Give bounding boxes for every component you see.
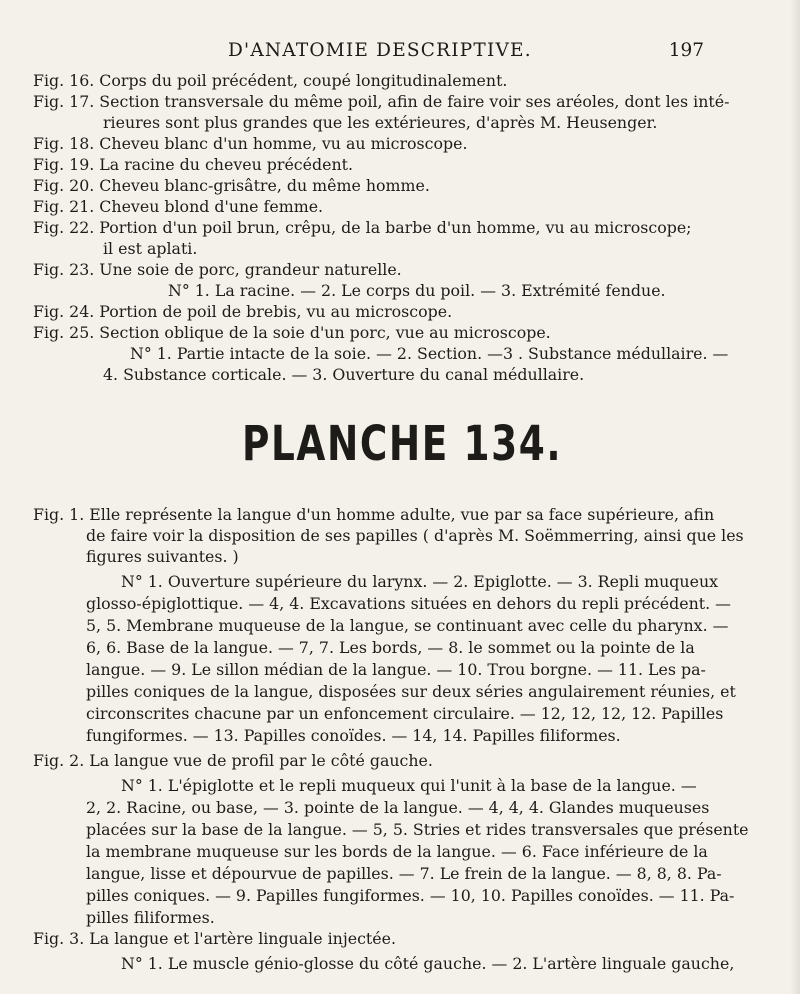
- caption-line: Fig. 17. Section transversale du même poil, afin de faire voir ses aréoles, dont les inté-: [33, 92, 730, 111]
- caption-line: Fig. 25. Section oblique de la soie d'un porc, vue au microscope.: [33, 323, 551, 342]
- caption-line: Fig. 3. La langue et l'artère linguale injectée.: [33, 929, 396, 948]
- caption-line: 6, 6. Base de la langue. — 7, 7. Les bords, — 8. le sommet ou la pointe de la: [86, 638, 695, 657]
- caption-line: placées sur la base de la langue. — 5, 5. Stries et rides transversales que présente: [86, 820, 749, 839]
- caption-line: pilles coniques de la langue, disposées sur deux séries angulairement réunies, et: [86, 682, 736, 701]
- caption-line: rieures sont plus grandes que les extérieures, d'après M. Heusenger.: [103, 113, 658, 132]
- caption-line: Fig. 20. Cheveu blanc-grisâtre, du même homme.: [33, 176, 430, 195]
- caption-line: Fig. 16. Corps du poil précédent, coupé longitudinalement.: [33, 71, 508, 90]
- running-title: D'ANATOMIE DESCRIPTIVE.: [228, 40, 532, 61]
- caption-line: glosso-épiglottique. — 4, 4. Excavations situées en dehors du repli précédent. —: [86, 594, 731, 613]
- caption-line: Fig. 22. Portion d'un poil brun, crêpu, de la barbe d'un homme, vu au microscope;: [33, 218, 692, 237]
- plate-title: PLANCHE 134.: [242, 416, 563, 472]
- caption-line: Fig. 18. Cheveu blanc d'un homme, vu au microscope.: [33, 134, 468, 153]
- caption-line: Fig. 24. Portion de poil de brebis, vu au microscope.: [33, 302, 453, 321]
- caption-line: N° 1. L'épiglotte et le repli muqueux qui l'unit à la base de la langue. —: [121, 776, 697, 795]
- caption-line: il est aplati.: [103, 239, 198, 258]
- caption-line: N° 1. La racine. — 2. Le corps du poil. — 3. Extrémité fendue.: [168, 281, 666, 300]
- caption-line: pilles coniques. — 9. Papilles fungiformes. — 10, 10. Papilles conoïdes. — 11. Pa-: [86, 886, 735, 905]
- caption-line: langue, lisse et dépourvue de papilles. — 7. Le frein de la langue. — 8, 8, 8. Pa-: [86, 864, 722, 883]
- caption-line: de faire voir la disposition de ses papilles ( d'après M. Soëmmerring, ainsi que les: [86, 526, 744, 545]
- caption-line: langue. — 9. Le sillon médian de la langue. — 10. Trou borgne. — 11. Les pa-: [86, 660, 706, 679]
- caption-line: 5, 5. Membrane muqueuse de la langue, se continuant avec celle du pharynx. —: [86, 616, 729, 635]
- caption-line: Fig. 2. La langue vue de profil par le côté gauche.: [33, 751, 433, 770]
- caption-line: N° 1. Partie intacte de la soie. — 2. Section. —3 . Substance médullaire. —: [130, 344, 729, 363]
- caption-line: 2, 2. Racine, ou base, — 3. pointe de la langue. — 4, 4, 4. Glandes muqueuses: [86, 798, 710, 817]
- caption-line: figures suivantes. ): [86, 547, 239, 566]
- caption-line: fungiformes. — 13. Papilles conoïdes. — 14, 14. Papilles filiformes.: [86, 726, 621, 745]
- caption-line: N° 1. Ouverture supérieure du larynx. — 2. Epiglotte. — 3. Repli muqueux: [121, 572, 719, 591]
- caption-line: Fig. 1. Elle représente la langue d'un homme adulte, vue par sa face supérieure, afin: [33, 505, 715, 524]
- caption-line: N° 1. Le muscle génio-glosse du côté gauche. — 2. L'artère linguale gauche,: [121, 954, 735, 973]
- caption-line: circonscrites chacune par un enfoncement circulaire. — 12, 12, 12, 12. Papilles: [86, 704, 724, 723]
- page-number: 197: [668, 40, 704, 61]
- caption-line: pilles filiformes.: [86, 908, 215, 927]
- running-header: [0, 40, 800, 68]
- caption-line: 4. Substance corticale. — 3. Ouverture du canal médullaire.: [103, 365, 585, 384]
- caption-line: la membrane muqueuse sur les bords de la langue. — 6. Face inférieure de la: [86, 842, 708, 861]
- caption-line: Fig. 19. La racine du cheveu précédent.: [33, 155, 354, 174]
- page-edge-shadow: [790, 0, 800, 994]
- caption-line: Fig. 23. Une soie de porc, grandeur naturelle.: [33, 260, 402, 279]
- caption-line: Fig. 21. Cheveu blond d'une femme.: [33, 197, 324, 216]
